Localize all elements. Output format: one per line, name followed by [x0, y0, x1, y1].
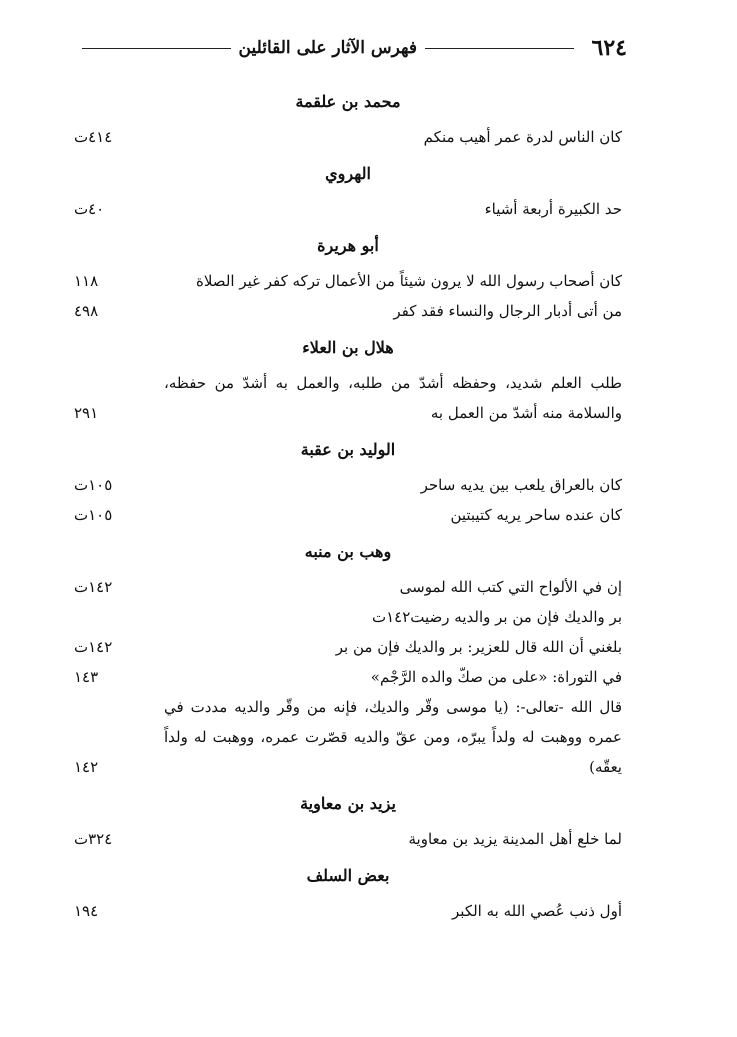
index-entry — [74, 470, 622, 500]
entry-text: طلب العلم شديد، وحفظه أشدّ من طلبه، والعمل به أشدّ من حفظه، والسلامة منه أشدّ من العمل به — [164, 374, 622, 422]
entry-page-ref: ١١٨ — [74, 272, 99, 290]
header-rule-left — [82, 48, 231, 49]
section-heading: يزيد بن معاوية — [300, 794, 396, 813]
index-entry — [74, 692, 622, 782]
entry-text: كان بالعراق يلعب بين يديه ساحر — [420, 476, 622, 494]
entry-page-ref: ١٤٢ — [74, 758, 99, 776]
entry-page-ref: ١٤٢ت — [74, 578, 113, 596]
section-heading: الهروي — [325, 164, 371, 183]
index-entry — [74, 662, 622, 692]
entry-text: كان عنده ساحر يريه كتيبتين — [450, 506, 622, 524]
entry-text: بلغني أن الله قال للعزير: بر والديك فإن من بر — [335, 638, 622, 656]
section-heading: محمد بن علقمة — [295, 92, 401, 111]
entry-page-ref: ٤٠ت — [74, 200, 105, 218]
index-entry — [74, 632, 622, 662]
index-entry — [74, 266, 622, 296]
index-entry — [74, 602, 622, 632]
entry-page-ref: ٣٢٤ت — [74, 830, 113, 848]
entry-text: إن في الألواح التي كتب الله لموسى — [399, 578, 622, 596]
index-entry — [74, 194, 622, 224]
index-entry — [74, 572, 622, 602]
header-rule-right — [425, 48, 574, 49]
entry-page-ref: ١٤٣ — [74, 668, 99, 686]
entry-page-ref: ١٠٥ت — [74, 506, 113, 524]
page-number: ٦٢٤ — [591, 35, 627, 61]
index-entry — [74, 296, 622, 326]
entry-page-ref: ١٤٢ت — [74, 638, 113, 656]
section-heading: بعض السلف — [306, 866, 390, 885]
section-heading: وهب بن منبه — [304, 542, 392, 561]
entry-text: من أتى أدبار الرجال والنساء فقد كفر — [393, 302, 622, 320]
entry-text: حد الكبيرة أربعة أشياء — [484, 200, 622, 218]
index-entry — [74, 824, 622, 854]
index-entry — [74, 368, 622, 428]
index-entry — [74, 896, 622, 926]
entry-page-ref: ٤١٤ت — [74, 128, 113, 146]
section-heading: أبو هريرة — [317, 236, 379, 255]
entry-text: لما خلع أهل المدينة يزيد بن معاوية — [408, 830, 622, 848]
entry-page-ref: ١٠٥ت — [74, 476, 113, 494]
entry-page-ref: ٤٩٨ — [74, 302, 99, 320]
entry-page-ref: ٢٩١ — [74, 404, 99, 422]
index-entry — [74, 500, 622, 530]
entry-text: قال الله -تعالى-: (يا موسى وقّر والديك، فإنه من وقّر والديه مددت في عمره ووهبت له ولداً يبرّه، ومن عقّ والديه قصّرت عمره، ووهبت له ولداً يعقّه) — [164, 698, 622, 776]
entry-text: كان أصحاب رسول الله لا يرون شيئاً من الأعمال تركه كفر غير الصلاة — [196, 272, 622, 290]
entry-page-ref: ١٩٤ — [74, 902, 99, 920]
section-heading: هلال بن العلاء — [302, 338, 394, 357]
entry-text: أول ذنب عُصي الله به الكبر — [452, 902, 622, 920]
entry-text: بر والديك فإن من بر والديه رضيت١٤٢ت — [372, 608, 622, 626]
running-title: فهرس الآثار على القائلين — [238, 38, 417, 58]
entry-text: في التوراة: «على من صكّ والده الرَّجْم» — [370, 668, 622, 686]
page-header — [74, 32, 627, 64]
entry-text: كان الناس لدرة عمر أهيب منكم — [423, 128, 622, 146]
section-heading: الوليد بن عقبة — [300, 440, 396, 459]
index-content — [74, 88, 622, 926]
index-entry — [74, 122, 622, 152]
